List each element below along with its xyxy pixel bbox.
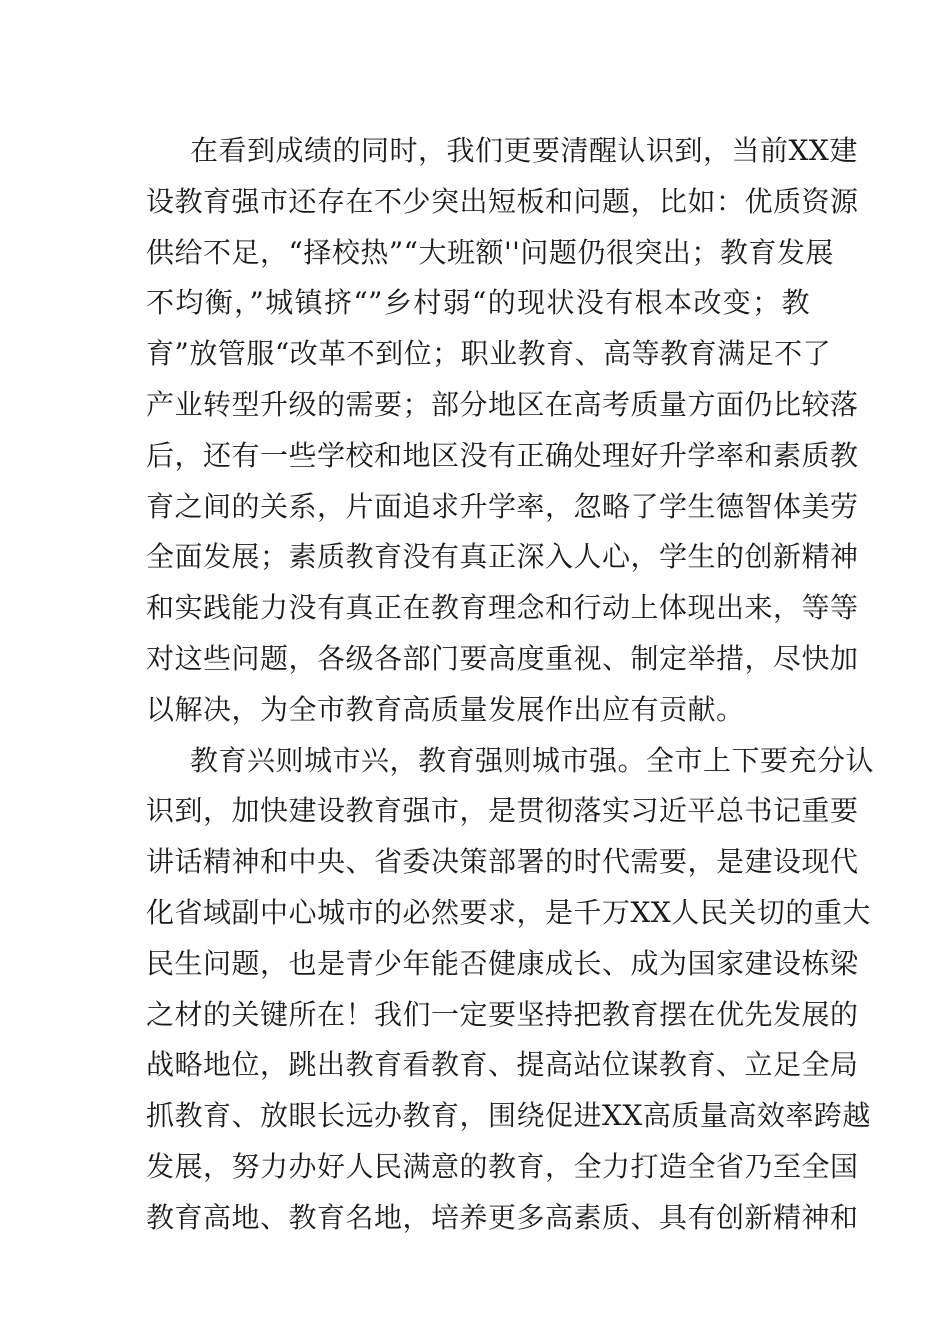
text-line: 教育兴则城市兴，教育强则城市强。全市上下要充分认 <box>190 743 875 777</box>
text-line: 设教育强市还存在不少突出短板和问题，比如：优质资源 <box>146 184 859 218</box>
text-line: 以解决，为全市教育高质量发展作出应有贡献。 <box>146 692 745 726</box>
text-line: 之材的关键所在！我们一定要坚持把教育摆在优先发展的 <box>146 997 859 1031</box>
document-body <box>146 126 875 1244</box>
text-line: 对这些问题，各级各部门要高度重视、制定举措，尽快加 <box>146 641 859 675</box>
text-line: 识到，加快建设教育强市，是贯彻落实习近平总书记重要 <box>146 794 859 828</box>
paragraph-1 <box>146 126 859 736</box>
text-line: 教育高地、教育名地，培养更多高素质、具有创新精神和 <box>146 1200 859 1234</box>
text-line: 育之间的关系，片面追求升学率，忽略了学生德智体美劳 <box>146 489 859 523</box>
text-line: 产业转型升级的需要；部分地区在高考质量方面仍比较落 <box>146 387 859 421</box>
text-line: 和实践能力没有真正在教育理念和行动上体现出来，等等 <box>146 591 859 625</box>
text-line: 在看到成绩的同时，我们更要清醒认识到，当前XX建 <box>190 134 858 167</box>
text-line: 战略地位，跳出教育看教育、提高站位谋教育、立足全局 <box>146 1048 859 1082</box>
text-line: 育”放管服“改革不到位；职业教育、高等教育满足不了 <box>146 337 832 371</box>
paragraph-2 <box>146 736 875 1244</box>
text-line: 全面发展；素质教育没有真正深入人心，学生的创新精神 <box>146 540 859 574</box>
text-line: 民生问题，也是青少年能否健康成长、成为国家建设栋梁 <box>146 946 859 980</box>
text-line: 供给不足，“择校热”“大班额''问题仍很突出；教育发展 <box>146 235 834 269</box>
text-line: 后，还有一些学校和地区没有正确处理好升学率和素质教 <box>146 438 859 472</box>
text-line: 化省域副中心城市的必然要求，是千万XX人民关切的重大 <box>146 895 871 929</box>
text-line: 抓教育、放眼长远办教育，围绕促进XX高质量高效率跨越 <box>146 1099 871 1133</box>
text-line: 讲话精神和中央、省委决策部署的时代需要，是建设现代 <box>146 845 859 879</box>
text-line: 不均衡，”城镇挤“”乡村弱“的现状没有根本改变；教 <box>146 286 810 320</box>
text-line: 发展，努力办好人民满意的教育，全力打造全省乃至全国 <box>146 1149 859 1183</box>
